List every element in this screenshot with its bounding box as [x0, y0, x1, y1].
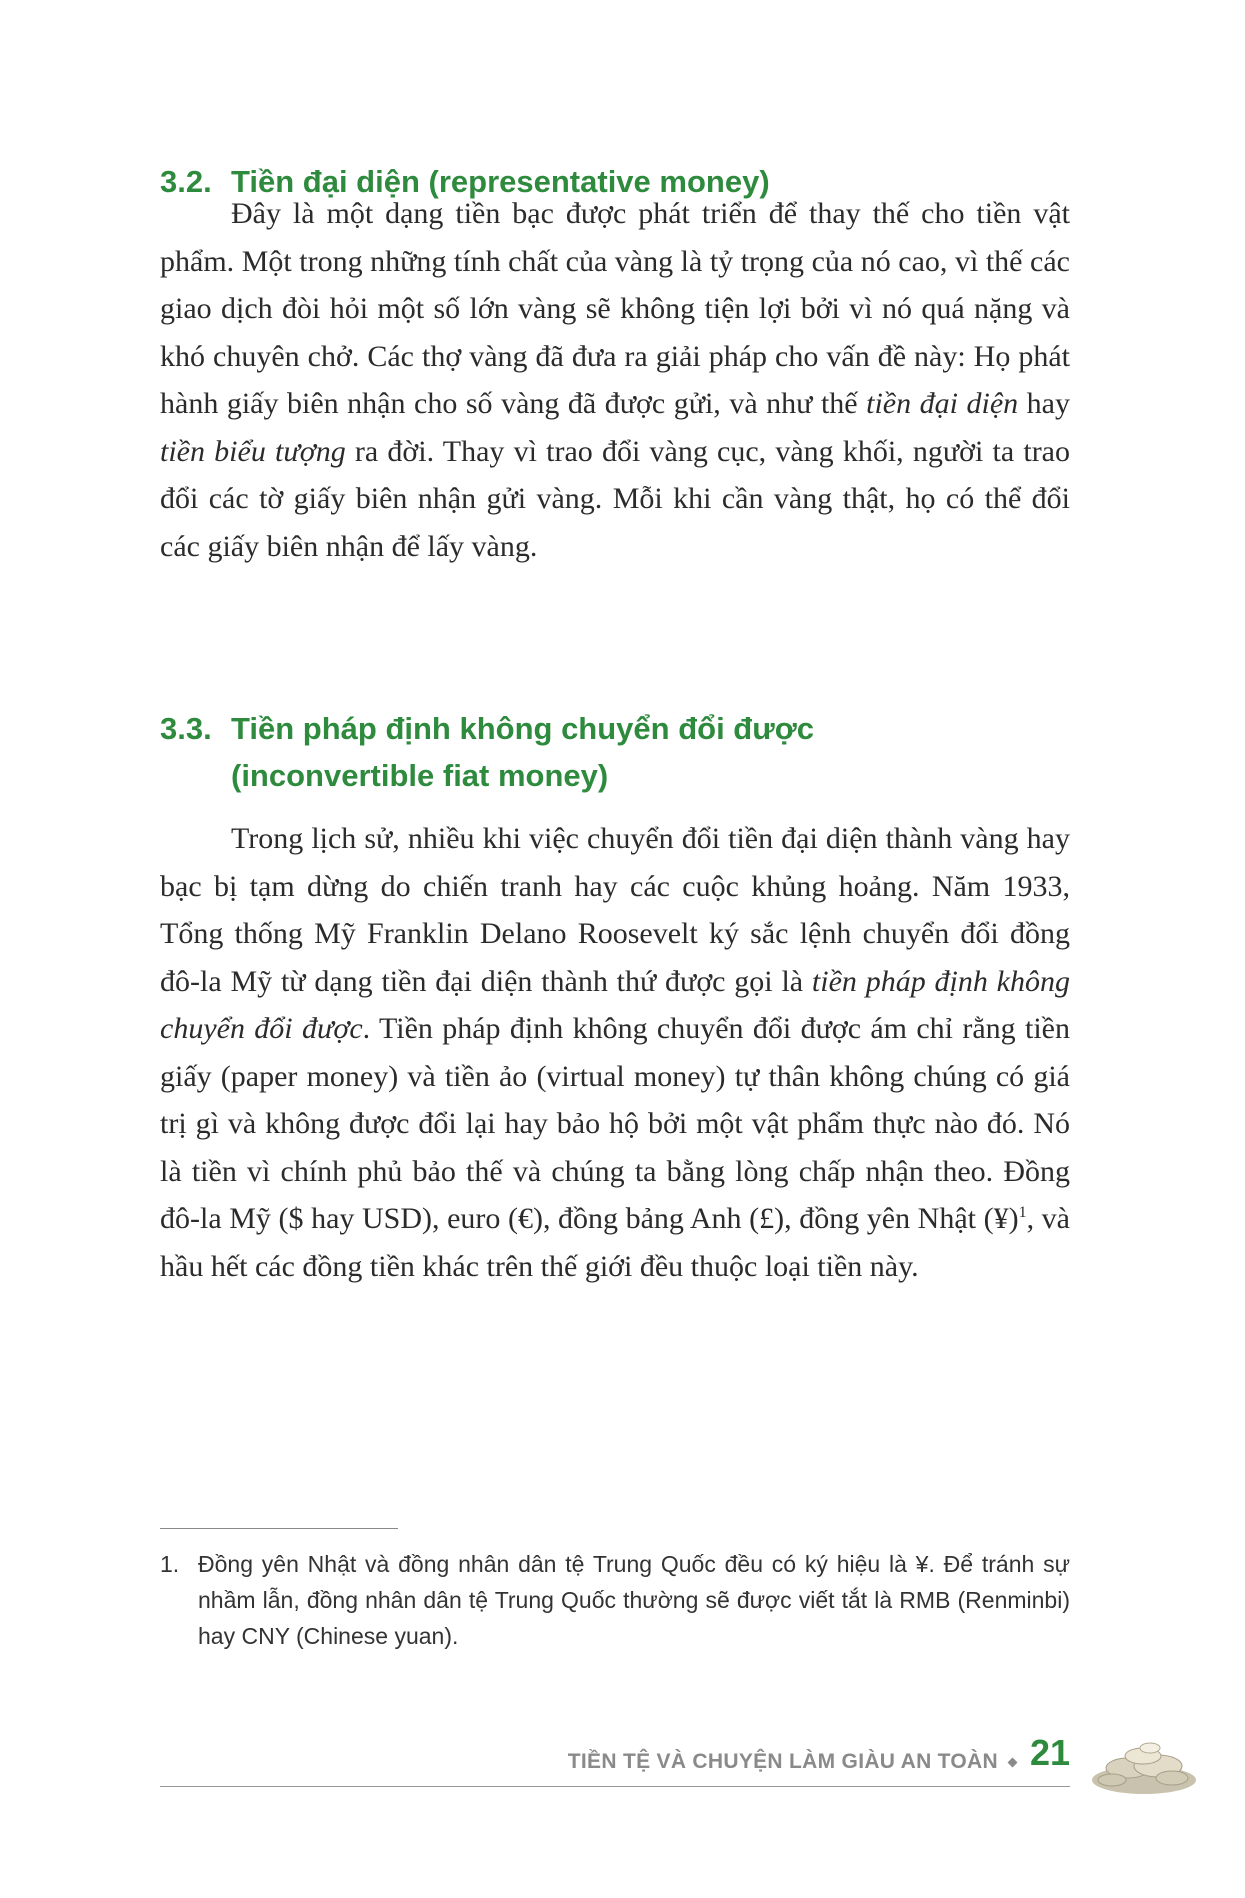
- term-representative-money: tiền đại diện: [866, 387, 1019, 420]
- coins-pile-icon: [1088, 1728, 1200, 1800]
- footnote-text: Đồng yên Nhật và đồng nhân dân tệ Trung Quốc đều có ký hiệu là ¥. Để tránh sự nhầm lẫn, đồng nhân dân tệ Trung Quốc thường sẽ được viết tắt là RMB (Renminbi) hay CNY (Chinese yuan).: [198, 1551, 1070, 1649]
- book-title: TIỀN TỆ VÀ CHUYỆN LÀM GIÀU AN TOÀN: [567, 1750, 998, 1773]
- section-number: 3.3.: [160, 711, 212, 746]
- footnote-reference[interactable]: 1: [1018, 1204, 1027, 1221]
- section-title-line-1: Tiền pháp định không chuyển đổi được: [231, 711, 814, 746]
- term-token-money: tiền biểu tượng: [160, 434, 346, 468]
- footnote-divider: [160, 1528, 398, 1529]
- diamond-separator-icon: [1008, 1758, 1018, 1768]
- page-number: 21: [1029, 1732, 1070, 1773]
- section-number: 3.2.: [160, 164, 212, 199]
- section-3-3-paragraph: Trong lịch sử, nhiều khi việc chuyển đổi tiền đại diện thành vàng hay bạc bị tạm dừng do chiến tranh hay các cuộc khủng hoảng. Năm 1933, Tổng thống Mỹ Franklin Delano Roosevelt ký sắc lệnh chuyển đổi đồng đô-la Mỹ từ dạng tiền đại diện thành thứ được gọi là tiền pháp định không chuyển đổi được. Tiền pháp định không chuyển đổi được ám chỉ rằng tiền giấy (paper money) và tiền ảo (virtual money) tự thân không chúng có giá trị gì và không được đổi lại hay bảo hộ bởi một vật phẩm thực nào đó. Nó là tiền vì chính phủ bảo thế và chúng ta bằng lòng chấp nhận theo. Đồng đô-la Mỹ ($ hay USD), euro (€), đồng bảng Anh (£), đồng yên Nhật (¥)$^1$, và hầu hết các đồng tiền khác trên thế giới đều thuộc loại tiền này.: [160, 822, 1070, 1283]
- footnote: [160, 1546, 1070, 1654]
- section-3-2-paragraph: Đây là một dạng tiền bạc được phát triển để thay thế cho tiền vật phẩm. Một trong những tính chất của vàng là tỷ trọng của nó cao, vì thế các giao dịch đòi hỏi một số lớn vàng sẽ không tiện lợi bởi vì nó quá nặng và khó chuyên chở. Các thợ vàng đã đưa ra giải pháp cho vấn đề này: Họ phát hành giấy biên nhận cho số vàng đã được gửi, và như thế tiền đại diện hay tiền biểu tượng ra đời. Thay vì trao đổi vàng cục, vàng khối, người ta trao đổi các tờ giấy biên nhận gửi vàng. Mỗi khi cần vàng thật, họ có thể đổi các giấy biên nhận để lấy vàng.: [160, 197, 1071, 563]
- running-footer: [160, 1730, 1070, 1787]
- section-3-3-heading: [160, 705, 1131, 799]
- term-inconvertible-fiat: tiền pháp định không chuyển đổi được: [160, 964, 1070, 1045]
- section-title-line-2: (inconvertible fiat money): [231, 758, 609, 793]
- footnote-number: 1.: [160, 1551, 180, 1577]
- section-title: Tiền đại diện (representative money): [231, 164, 770, 199]
